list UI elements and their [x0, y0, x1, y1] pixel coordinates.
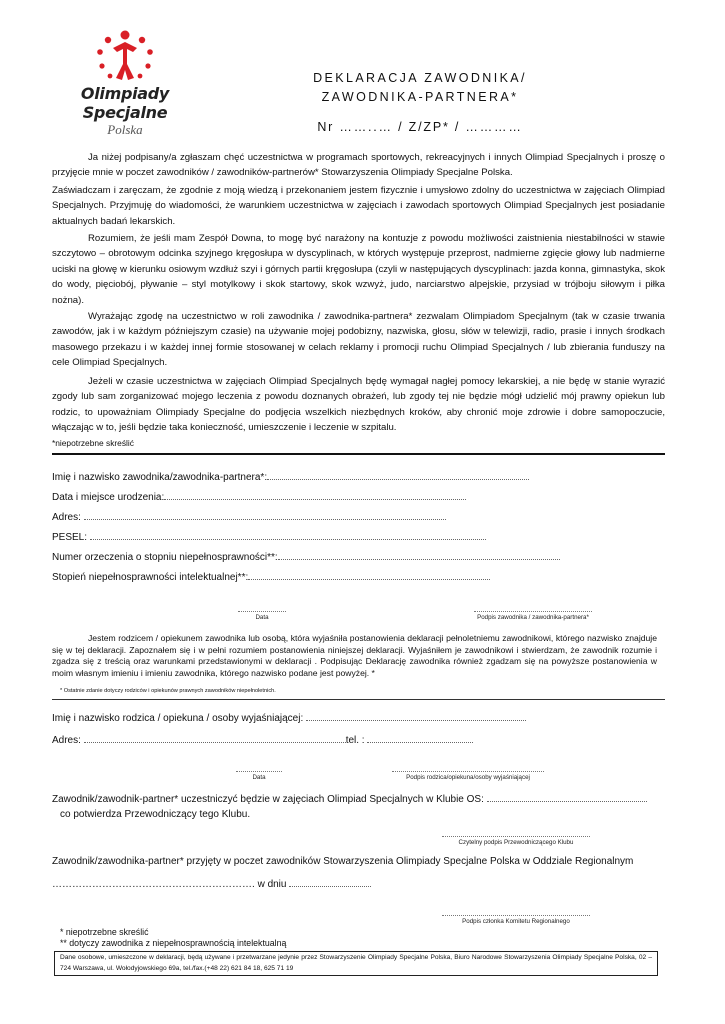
- guardian-address-label: Adres:: [52, 735, 81, 746]
- athlete-signature-line[interactable]: [474, 611, 592, 612]
- footnote-1: * niepotrzebne skreślić: [60, 927, 149, 937]
- disability-level-label: Stopień niepełnosprawności intelektualnej**:: [52, 572, 249, 583]
- logo-word-specjalne: Specjalne: [82, 103, 168, 122]
- region-name-dots: …………………………………………………….: [52, 879, 255, 890]
- declaration-paragraph-3: Rozumiem, że jeśli mam Zespół Downa, to mogę być narażony na kontuzje z powodu możliwości zaistnienia niestabilności w stawie szczytowo – obrotowym odcinka szyjnego kręgosłupa w dyscyplinach, w których występuje przeprost, nadmierne zgięcie głowy lub nadmierne uciski na głowę w kierunku osiowym wzdłuż szyi i górnych partii kręgosłupa (czyli w następujących dyscyplinach: jazda konna, gimnastyka, skok do wody, pięciobój, pływanie – styl motylkowy i skok startowy, skok wzwyż, judo, narciarstwo alpejskie, przysiad w trójboju siłowym i piłka nożna).: [52, 233, 665, 306]
- footnote-2: ** dotyczy zawodnika z niepełnosprawnością intelektualną: [60, 938, 287, 948]
- privacy-footer: Dane osobowe, umieszczone w deklaracji, będą używane i przetwarzane jedynie przez Stowarzyszenie Olimpiady Specjalne Polska, Biuro Narodowe Stowarzyszenia Olimpiady Specjalne Polska, 02 – 724 Warszawa, ul. Wołodyjowskiego 69a, tel./fax.(+48 22) 621 84 18, 625 71 19: [54, 951, 658, 976]
- document-title-line1: DEKLARACJA ZAWODNIKA/: [313, 71, 527, 85]
- date-signature-line[interactable]: [238, 611, 286, 612]
- guardian-signature-line[interactable]: [392, 771, 544, 772]
- declaration-paragraph-1: Ja niżej podpisany/a zgłaszam chęć uczestnictwa w programach sportowych, rekreacyjnych i innych Olimpiad Specjalnych i proszę o przyjęcie mnie w poczet zawodników / zawodników-partnerów* Stowarzyszenia Olimpiady Specjalne Polska.: [52, 152, 665, 179]
- region-committee-signature-label: Podpis członka Komitetu Regionalnego: [462, 918, 570, 925]
- region-date-label: w dniu: [257, 879, 287, 890]
- athlete-name-field[interactable]: [52, 470, 529, 485]
- region-text: Zawodnik/zawodnika-partner* przyjęty w poczet zawodników Stowarzyszenia Olimpiady Specjalne Polska w Oddziale Regionalnym: [52, 856, 634, 867]
- athlete-address-label: Adres:: [52, 512, 81, 523]
- guardian-address-field[interactable]: [52, 733, 473, 748]
- date-label: Data: [255, 614, 269, 621]
- athlete-signature-label: Podpis zawodnika / zawodnika-partnera*: [477, 614, 589, 621]
- region-committee-signature-line[interactable]: [442, 915, 590, 916]
- guardian-date-line[interactable]: [236, 771, 282, 772]
- guardian-date-label: Data: [252, 774, 266, 781]
- club-field[interactable]: [52, 792, 647, 807]
- declaration-paragraph-5: Jeżeli w czasie uczestnictwa w zajęciach Olimpiad Specjalnych będę wymagał nagłej pomocy lekarskiej, a nie będę w stanie wyrazić zgody lub sam zorganizować mojego leczenia z powodu doznanych obrażeń, lub zgody tej nie będzie mógł udzielić mój prawny opiekun lub rodzic, to upoważniam Olimpiady Specjalne do podjęcia wszelkich niezbędnych kroków, aby chronić moje zdrowie i dobre samopoczucie, włączając w to, jeśli będzie taka konieczność, umieszczenie i leczenie w szpitalu.: [52, 376, 665, 434]
- guardian-tel-label: tel. :: [345, 735, 365, 746]
- club-president-signature-label: Czytelny podpis Przewodniczącego Klubu: [458, 839, 574, 846]
- guardian-name-field[interactable]: [52, 711, 526, 726]
- declaration-note: *niepotrzebne skreślić: [52, 438, 134, 448]
- declaration-number: Nr ……..… / Z/ZP* / …………: [317, 120, 523, 134]
- region-date-field[interactable]: [52, 877, 371, 892]
- declaration-paragraph-4: Wyrażając zgodę na uczestnictwo w roli zawodnika / zawodnika-partnera* zezwalam Olimpiadom Specjalnym (tak w czasie trwania zawodów, jak i w każdym późniejszym czasie) na używanie mojej podobizny, nazwiska, głosu, słów w telewizji, radio, prasie i innych środkach masowego przekazu i w każdej innej formie stosowanej w celach reklamy i promocji ruchu Olimpiad Specjalnych / lub zbierania funduszy na cele Olimpiad Specjalnych.: [52, 311, 665, 369]
- guardian-note: * Ostatnie zdanie dotyczy rodziców i opiekunów prawnych zawodników niepełnoletnich.: [60, 688, 276, 694]
- athlete-name-label: Imię i nazwisko zawodnika/zawodnika-partnera*:: [52, 472, 268, 483]
- birth-date-place-label: Data i miejsce urodzenia:: [52, 492, 165, 503]
- logo-word-olimpiady: Olimpiady: [80, 84, 170, 103]
- guardian-name-label: Imię i nazwisko rodzica / opiekuna / osoby wyjaśniającej:: [52, 713, 304, 724]
- birth-date-place-field[interactable]: [52, 490, 466, 505]
- logo-word-polska: Polska: [107, 122, 143, 137]
- guardian-paragraph: Jestem rodzicem / opiekunem zawodnika lub osobą, która wyjaśniła postanowienia deklaracji pełnoletniemu zawodnikowi, którego nazwisko znajduje się w tej deklaracji. Zapoznałem się i w pełni rozumiem postanowienia niniejszej deklaracji. Wyjaśniłem je zawodnikowi i stwierdzam, że zawodnik rozumie i zgadza się z treścią oraz warunkami przedstawionymi w deklaracji . Podpisując Deklarację zawodnika również zgadzam się na powyższe postanowienia w moim własnym imieniu i imieniu zawodnika, którego nazwisko podane jest powyżej. *: [52, 633, 657, 678]
- pesel-field[interactable]: [52, 530, 486, 545]
- special-olympics-logo: [70, 26, 180, 141]
- disability-level-field[interactable]: [52, 570, 490, 585]
- club-confirm-text: co potwierdza Przewodniczący tego Klubu.: [60, 809, 251, 820]
- logo-emblem-icon: [70, 26, 180, 86]
- guardian-signature-label: Podpis rodzica/opiekuna/osoby wyjaśniającej: [406, 774, 530, 781]
- guardian-divider: [52, 699, 665, 700]
- section-divider: [52, 453, 665, 455]
- document-title-line2: ZAWODNIKA-PARTNERA*: [321, 90, 519, 104]
- declaration-paragraph-2: Zaświadczam i zaręczam, że zgodnie z moją wiedzą i przekonaniem jestem fizycznie i umysłowo zdolny do uczestnictwa w zajęciach Olimpiad Specjalnych. Przyjmuję do wiadomości, że warunkiem uczestnictwa w zajęciach i zawodach sportowych Olimpiad Specjalnych jest posiadanie aktualnych badań lekarskich.: [52, 185, 665, 227]
- disability-certificate-label: Numer orzeczenia o stopniu niepełnosprawności**:: [52, 552, 278, 563]
- club-label: Zawodnik/zawodnik-partner* uczestniczyć będzie w zajęciach Olimpiad Specjalnych w Klubie OS:: [52, 794, 484, 805]
- club-president-signature-line[interactable]: [442, 836, 590, 837]
- pesel-label: PESEL:: [52, 532, 88, 543]
- disability-certificate-field[interactable]: [52, 550, 560, 565]
- athlete-address-field[interactable]: [52, 510, 446, 525]
